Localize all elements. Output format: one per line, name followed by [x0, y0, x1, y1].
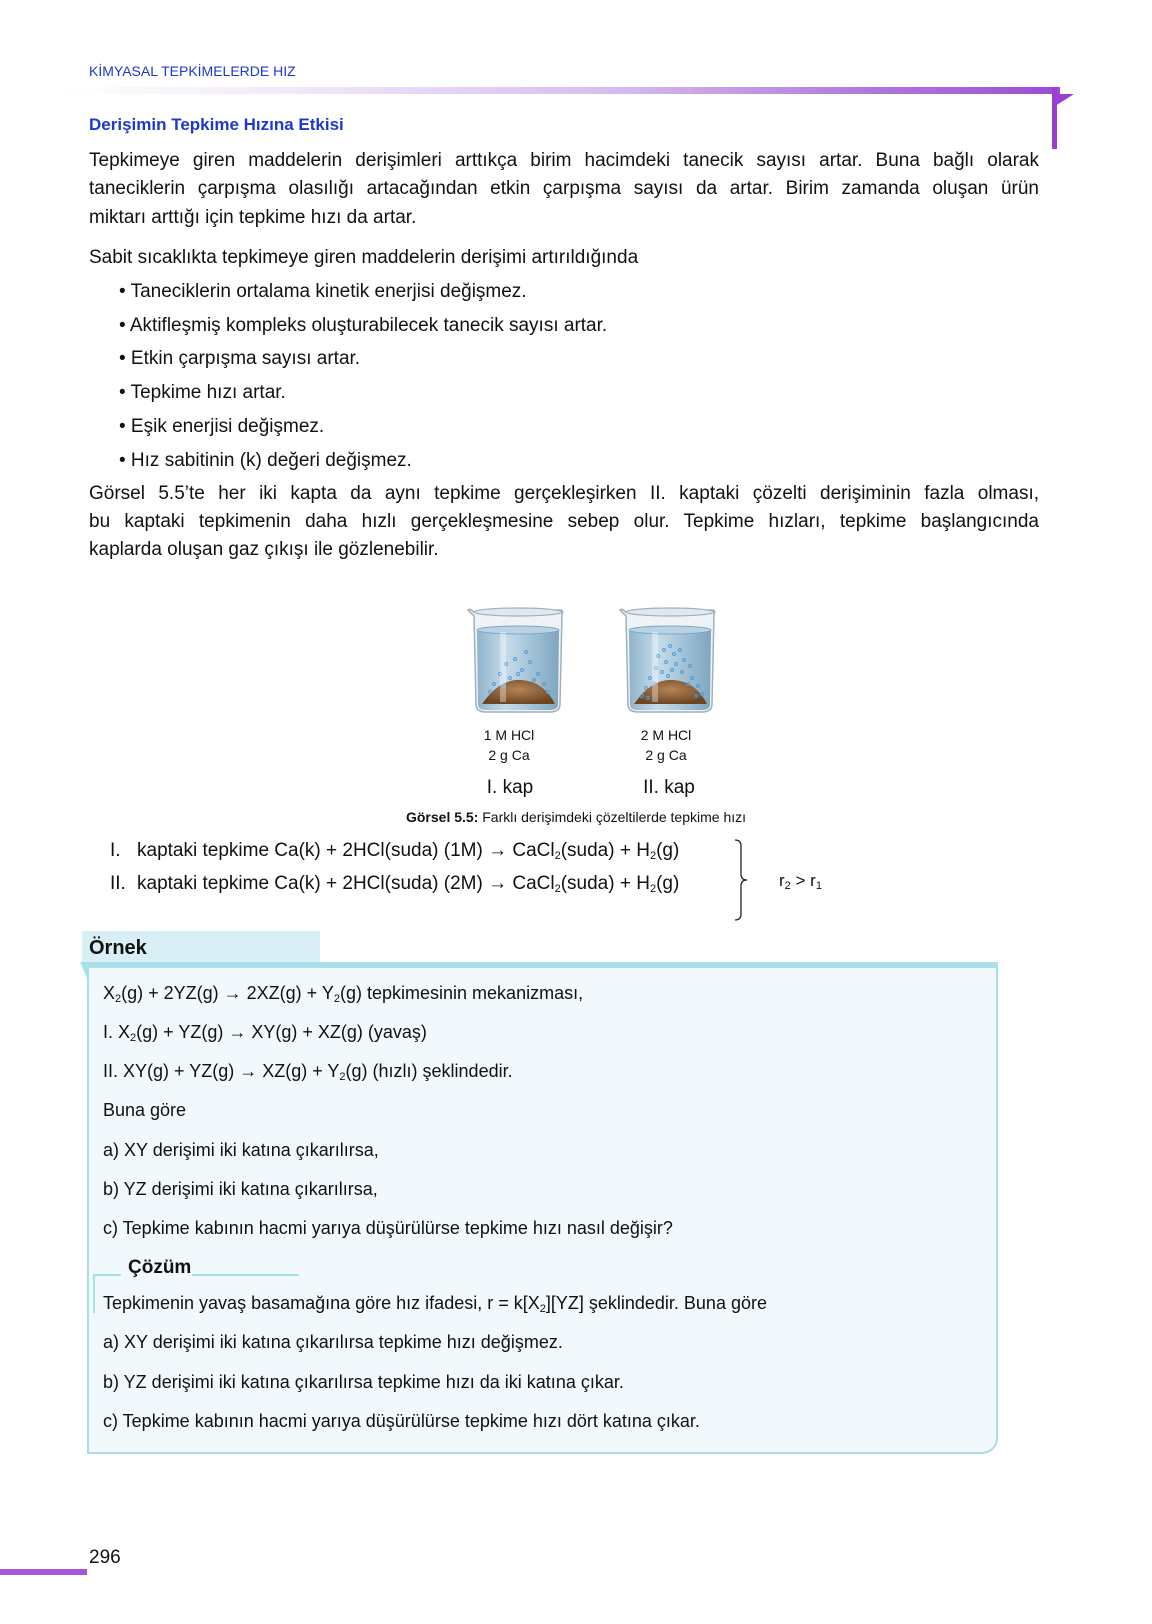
rate-comparison: [779, 869, 822, 893]
example-question-line: [103, 1020, 427, 1044]
reaction-text: (suda) + H: [560, 873, 650, 894]
glass-highlight: [652, 632, 658, 702]
text: Tepkimenin yavaş basamağına göre hız ifadesi, r = k[X: [103, 1293, 540, 1313]
beaker-1-solution: 1 M HCl: [483, 727, 535, 743]
page-number-bar: [0, 1569, 87, 1575]
example-question-line: Buna göre: [103, 1100, 187, 1120]
solution-line: c) Tepkime kabının hacmi yarıya düşürülürse tepkime hızı dört katına çıkar.: [103, 1411, 700, 1431]
chapter-title: KİMYASAL TEPKİMELERDE HIZ: [89, 63, 296, 79]
subscript: 1: [815, 880, 822, 892]
reaction-text: (g): [656, 873, 680, 894]
intro-line: Tepkimeye giren maddelerin derişimleri arttıkça birim hacimdeki tanecik sayısı artar. Buna bağlı olarak: [89, 150, 1039, 171]
solution-line: b) YZ derişimi iki katına çıkarılırsa tepkime hızı da iki katına çıkar.: [103, 1372, 624, 1392]
solution-divider: [93, 1274, 121, 1276]
bullet-item: • Taneciklerin ortalama kinetik enerjisi değişmez.: [119, 281, 527, 302]
bullet-item: • Aktifleşmiş kompleks oluşturabilecek tanecik sayısı artar.: [119, 315, 608, 336]
beaker-1-metal: 2 g Ca: [488, 747, 530, 763]
text: X: [103, 983, 116, 1003]
page-number: 296: [89, 1547, 121, 1568]
caption-text: Farklı derişimdeki çözeltilerde tepkime hızı: [478, 809, 747, 825]
subscript: 2: [539, 1303, 546, 1315]
example-question-line: b) YZ derişimi iki katına çıkarılırsa,: [103, 1179, 378, 1199]
liquid-surface: [629, 626, 711, 634]
beaker-2-metal: 2 g Ca: [645, 747, 687, 763]
beaker-2-illustration: [612, 600, 732, 718]
operator: >: [790, 871, 811, 890]
rate-symbol: r: [810, 871, 816, 890]
text: II. XY(g) + YZ(g) → XZ(g) + Y: [103, 1061, 340, 1081]
text: (g) + 2YZ(g) → 2XZ(g) + Y: [121, 983, 334, 1003]
figure-paragraph-line: Görsel 5.5’te her iki kapta da aynı tepkime gerçekleşirken II. kaptaki çözelti derişiminin fazla olması,: [89, 483, 1039, 504]
solution-title: Çözüm: [128, 1257, 192, 1278]
reaction-1: [110, 839, 679, 863]
example-question-line: a) XY derişimi iki katına çıkarılırsa,: [103, 1140, 379, 1160]
figure-paragraph-line: kaplarda oluşan gaz çıkışı ile gözlenebilir.: [89, 539, 439, 560]
beaker-1-illustration: [460, 600, 580, 718]
rate-symbol: r: [779, 871, 785, 890]
glass-highlight: [500, 632, 506, 702]
reaction-2: [110, 872, 679, 896]
liquid-surface: [477, 626, 559, 634]
reaction-text: (g): [656, 840, 680, 861]
example-box-fold: [80, 962, 87, 978]
figure-paragraph-line: bu kaptaki tepkimenin daha hızlı gerçekleşmesine sebep olur. Tepkime hızları, tepkime başlangıcında: [89, 511, 1039, 532]
solution-line: [103, 1291, 767, 1315]
beaker-2-label: II. kap: [643, 777, 695, 798]
header-gradient-bar: [60, 87, 1060, 94]
subscript: 2: [649, 883, 657, 895]
figure-caption: [0, 808, 1152, 826]
beaker-rim: [474, 608, 562, 616]
subscript: 2: [333, 993, 340, 1005]
solution-divider: [192, 1274, 299, 1276]
text: I. X: [103, 1022, 131, 1042]
intro-line: taneciklerin çarpışma olasılığı artacağından etkin çarpışma sayısı da artar. Birim zamanda oluşan ürün: [89, 178, 1039, 199]
text: (g) tepkimesinin mekanizması,: [340, 983, 584, 1003]
example-question-line: [103, 1059, 513, 1083]
right-brace-icon: [733, 838, 755, 922]
solution-line: a) XY derişimi iki katına çıkarılırsa tepkime hızı değişmez.: [103, 1332, 563, 1352]
beaker-1-label: I. kap: [486, 777, 534, 798]
reaction-text: kaptaki tepkime Ca(k) + 2HCl(suda) (2M) → CaCl: [137, 873, 555, 894]
example-question-line: c) Tepkime kabının hacmi yarıya düşürülürse tepkime hızı nasıl değişir?: [103, 1218, 673, 1238]
subscript: 2: [130, 1032, 137, 1044]
bullet-item: • Tepkime hızı artar.: [119, 382, 286, 403]
lead-sentence: Sabit sıcaklıkta tepkimeye giren maddelerin derişimi artırıldığında: [89, 247, 639, 268]
subscript: 2: [554, 850, 561, 862]
bullet-item: • Eşik enerjisi değişmez.: [119, 416, 325, 437]
reaction-number: I.: [110, 840, 121, 861]
example-title: Örnek: [89, 937, 147, 959]
bullet-item: • Hız sabitinin (k) değeri değişmez.: [119, 450, 412, 471]
text: (g) + YZ(g) → XY(g) + XZ(g) (yavaş): [136, 1022, 427, 1042]
text: (g) (hızlı) şeklindedir.: [345, 1061, 513, 1081]
caption-label: Görsel 5.5:: [405, 809, 479, 825]
text: ][YZ] şeklindedir. Buna göre: [545, 1293, 767, 1313]
reaction-text: kaptaki tepkime Ca(k) + 2HCl(suda) (1M) → CaCl: [137, 840, 555, 861]
solution-divider: [93, 1275, 95, 1313]
beaker-rim: [626, 608, 714, 616]
subscript: 2: [339, 1071, 346, 1083]
reaction-number: II.: [110, 873, 126, 894]
beaker-2-solution: 2 M HCl: [640, 727, 692, 743]
intro-line: miktarı arttığı için tepkime hızı da artar.: [89, 207, 417, 228]
subscript: 2: [554, 883, 561, 895]
subscript: 2: [784, 880, 791, 892]
section-title: Derişimin Tepkime Hızına Etkisi: [89, 115, 344, 134]
bullet-item: • Etkin çarpışma sayısı artar.: [119, 348, 361, 369]
subscript: 2: [649, 850, 657, 862]
reaction-text: (suda) + H: [560, 840, 650, 861]
subscript: 2: [115, 993, 122, 1005]
example-question-line: [103, 981, 583, 1005]
header-tab-corner: [1052, 94, 1074, 108]
